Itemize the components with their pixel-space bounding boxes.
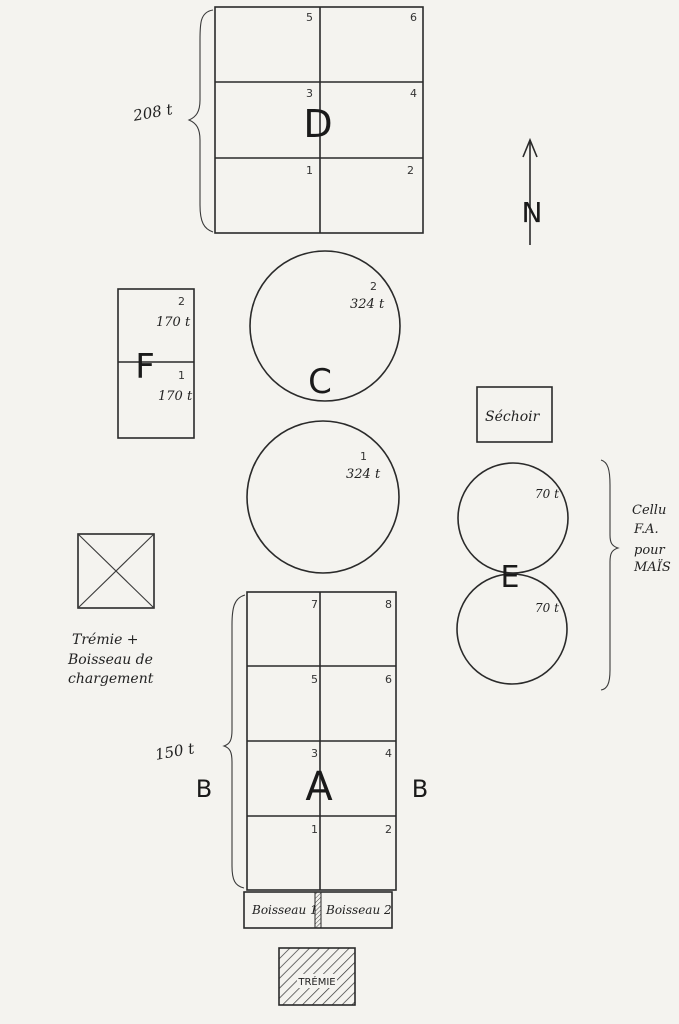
boisseaux-row — [244, 892, 392, 928]
block-d-cell-number: 3 — [306, 87, 313, 100]
silo-e-top — [458, 463, 568, 573]
north-letter: N — [521, 196, 543, 229]
silo-e-top-capacity: 70 t — [535, 487, 559, 501]
block-d-brace — [189, 10, 213, 232]
silo-c1-number: 1 — [360, 450, 367, 463]
sechoir — [477, 387, 552, 442]
block-d-cell-number: 5 — [306, 11, 313, 24]
north-arrow — [522, 140, 543, 245]
block-b-left-letter: B — [195, 775, 213, 803]
tremie-boisseau-chargement — [67, 534, 154, 687]
cellules-label-line4: MAÏS — [634, 560, 671, 575]
block-d-capacity: 208 t — [131, 100, 174, 125]
block-a-letter: A — [305, 764, 333, 810]
block-f-cell-number: 2 — [178, 295, 185, 308]
block-d-cell-number: 6 — [410, 11, 417, 24]
block-a-cell-number: 4 — [385, 747, 392, 760]
block-f-capacity: 170 t — [156, 315, 191, 330]
block-a-cell-number: 6 — [385, 673, 392, 686]
block-d-letter: D — [303, 102, 333, 146]
sechoir-label: Séchoir — [485, 409, 540, 425]
block-a-cell-number: 1 — [311, 823, 318, 836]
block-e-brace — [601, 460, 618, 690]
block-a-cell-number: 3 — [311, 747, 318, 760]
silo-c1 — [247, 421, 399, 573]
silo-c2-capacity: 324 t — [350, 297, 385, 312]
silo-e-bottom-capacity: 70 t — [535, 601, 559, 615]
block-a-cell-number: 5 — [311, 673, 318, 686]
tremie-label: TRÉMIE — [298, 977, 336, 988]
block-d-cell-number: 4 — [410, 87, 417, 100]
silo-c2-number: 2 — [370, 280, 377, 293]
block-d-cell-number: 1 — [306, 164, 313, 177]
boisseau-1-label: Boisseau 1 — [252, 903, 318, 917]
block-d — [131, 7, 423, 233]
block-e — [457, 460, 671, 690]
block-c — [247, 251, 400, 573]
block-f-cell-number: 1 — [178, 369, 185, 382]
block-a-cell-number: 7 — [311, 598, 318, 611]
block-d-cell-number: 2 — [407, 164, 414, 177]
cellules-label-line3: pour — [634, 543, 665, 558]
block-f-capacity: 170 t — [158, 389, 193, 404]
cellules-label-line2: F.A. — [634, 522, 659, 537]
block-a-brace — [224, 595, 245, 888]
block-a-cell-number: 2 — [385, 823, 392, 836]
block-b-right-letter: B — [411, 775, 429, 803]
block-e-letter: E — [500, 560, 520, 595]
block-f-outline — [118, 289, 194, 438]
block-f-letter: F — [135, 347, 155, 387]
block-f — [118, 289, 194, 438]
block-a-capacity: 150 t — [153, 739, 196, 764]
tremie-boisseau-label-line2: Boisseau de — [68, 652, 153, 668]
tremie — [279, 948, 355, 1005]
block-a-cell-number: 8 — [385, 598, 392, 611]
tremie-boisseau-label-line1: Trémie + — [72, 632, 139, 648]
silo-c1-capacity: 324 t — [346, 467, 381, 482]
boisseau-2-label: Boisseau 2 — [326, 903, 392, 917]
cellules-label-line1: Cellu — [632, 503, 667, 518]
tremie-boisseau-label-line3: chargement — [68, 671, 154, 687]
block-c-letter: C — [308, 362, 332, 402]
block-a — [154, 592, 429, 890]
